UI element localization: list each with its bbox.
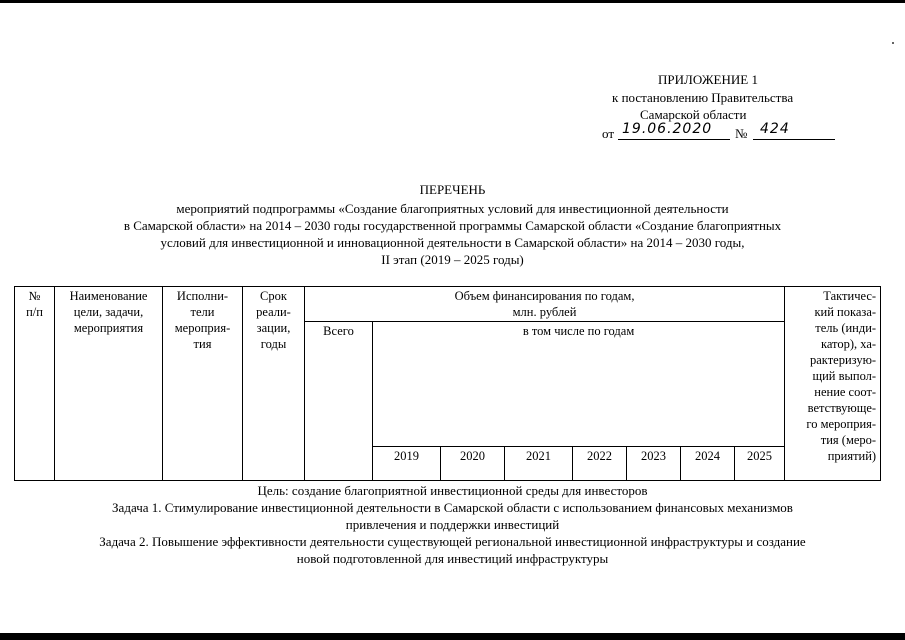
appendix-number-prefix: №: [735, 126, 748, 141]
col-header-number: № п/п: [15, 287, 55, 481]
heading-line-4: II этап (2019 – 2025 годы): [381, 252, 524, 267]
year-2021: 2021: [505, 447, 573, 481]
heading-line-3: условий для инвестиционной и инновационной деятельности в Самарской области» на 2014 – 2030 годы,: [160, 235, 745, 250]
heading-line-2: в Самарской области» на 2014 – 2030 годы государственной программы Самарской области «Создание благоприятных: [123, 218, 782, 233]
year-2019: 2019: [373, 447, 441, 481]
year-2022: 2022: [573, 447, 627, 481]
appendix-number-value: 424: [760, 121, 790, 137]
appendix-resolution-line: к постановлению Правительства: [612, 90, 794, 105]
year-2024: 2024: [681, 447, 735, 481]
measures-table: [14, 286, 881, 481]
task2-line-2: новой подготовленной для инвестиций инфраструктуры: [296, 551, 609, 566]
col-header-total: Всего: [305, 322, 373, 481]
appendix-date-prefix: от: [602, 126, 615, 141]
goal-line: Цель: создание благоприятной инвестиционной среды для инвесторов: [257, 483, 648, 498]
col-header-financing: Объем финансирования по годам, млн. рублей: [305, 287, 785, 322]
task1-line-1: Задача 1. Стимулирование инвестиционной деятельности в Самарской области с использованием финансовых механизмов: [112, 500, 793, 515]
col-header-name: Наименование цели, задачи, мероприятия: [55, 287, 163, 481]
task2-line-1: Задача 2. Повышение эффективности деятельности существующей региональной инвестиционной инфраструктуры и создание: [99, 534, 806, 549]
col-header-term: Срок реали- зации, годы: [243, 287, 305, 481]
year-2023: 2023: [627, 447, 681, 481]
task1-line-2: привлечения и поддержки инвестиций: [345, 517, 560, 532]
document-title: ПЕРЕЧЕНЬ: [419, 182, 486, 197]
appendix-region-line: Самарской области: [640, 107, 747, 122]
col-header-by-years: в том числе по годам: [373, 322, 785, 447]
appendix-date-value: 19.06.2020: [622, 121, 713, 137]
year-2020: 2020: [441, 447, 505, 481]
appendix-title: ПРИЛОЖЕНИЕ 1: [658, 72, 758, 87]
scan-top-edge: [0, 0, 905, 3]
heading-line-1: мероприятий подпрограммы «Создание благоприятных условий для инвестиционной деятельности: [176, 201, 729, 216]
year-2025: 2025: [735, 447, 785, 481]
scan-speck: [892, 42, 894, 44]
col-header-executors: Исполни- тели мероприя- тия: [163, 287, 243, 481]
scan-bottom-edge: [0, 633, 905, 640]
col-header-indicator: Тактичес- кий показа- тель (инди- катор), ха- рактеризую- щий выпол- нение соот- ветствующе- го мероприя- тия (меро- приятий): [785, 287, 881, 481]
